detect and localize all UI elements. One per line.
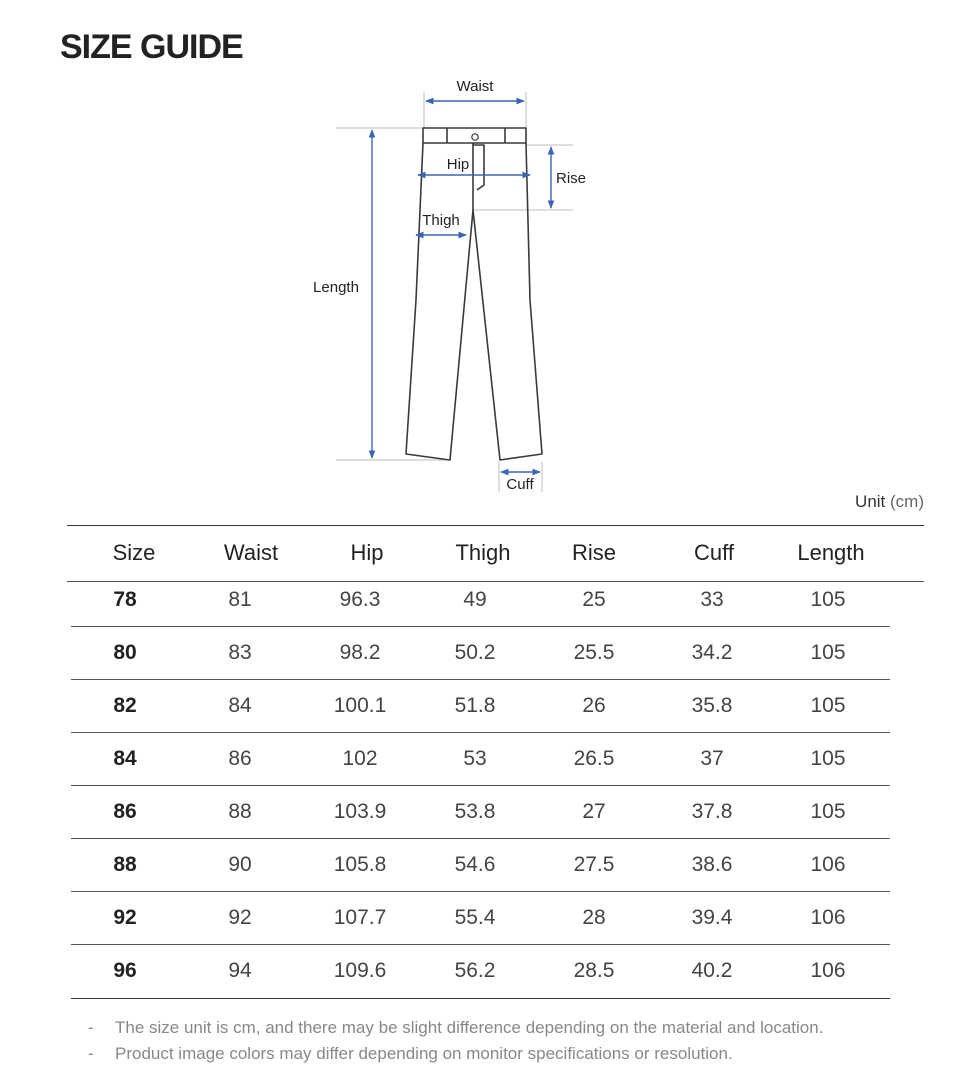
cell-size: 86 <box>113 800 137 823</box>
header-cuff: Cuff <box>694 540 734 565</box>
header-thigh: Thigh <box>455 540 511 565</box>
cell-waist: 81 <box>228 588 252 611</box>
note-item <box>88 1042 823 1068</box>
pants-outline <box>406 128 542 460</box>
cell-cuff: 37 <box>700 747 724 770</box>
hip-label: Hip <box>446 156 470 173</box>
cell-waist: 84 <box>228 694 252 717</box>
cell-thigh: 55.4 <box>454 906 496 929</box>
row-divider <box>71 785 890 786</box>
cell-thigh: 54.6 <box>454 853 496 876</box>
unit-note <box>855 492 924 512</box>
notes <box>88 1016 823 1068</box>
cell-rise: 27.5 <box>573 853 615 876</box>
cell-size: 92 <box>113 906 137 929</box>
cell-rise: 26.5 <box>573 747 615 770</box>
cell-cuff: 40.2 <box>691 959 733 982</box>
cell-size: 80 <box>113 641 137 664</box>
cell-hip: 107.7 <box>333 906 387 929</box>
cell-rise: 25.5 <box>573 641 615 664</box>
cell-hip: 109.6 <box>333 959 387 982</box>
cuff-label: Cuff <box>506 476 534 493</box>
waist-label: Waist <box>456 78 494 95</box>
length-label: Length <box>313 279 359 296</box>
cell-thigh: 49 <box>463 588 487 611</box>
cell-hip: 103.9 <box>333 800 387 823</box>
row-divider <box>71 679 890 680</box>
cell-rise: 28.5 <box>573 959 615 982</box>
unit-value: (cm) <box>890 492 924 511</box>
cell-length: 105 <box>810 800 846 823</box>
cell-thigh: 51.8 <box>454 694 496 717</box>
cell-hip: 105.8 <box>333 853 387 876</box>
thigh-label: Thigh <box>422 212 460 229</box>
cell-hip: 96.3 <box>339 588 381 611</box>
row-divider <box>71 838 890 839</box>
cell-waist: 83 <box>228 641 252 664</box>
cell-cuff: 39.4 <box>691 906 733 929</box>
note-text: The size unit is cm, and there may be slight difference depending on the material and location. <box>115 1018 824 1037</box>
header-length: Length <box>797 540 865 565</box>
cell-hip: 102 <box>342 747 378 770</box>
cell-waist: 94 <box>228 959 252 982</box>
cell-waist: 90 <box>228 853 252 876</box>
cell-cuff: 34.2 <box>691 641 733 664</box>
cell-size: 96 <box>113 959 137 982</box>
cell-thigh: 53.8 <box>454 800 496 823</box>
cell-cuff: 35.8 <box>691 694 733 717</box>
note-text: Product image colors may differ depending on monitor specifications or resolution. <box>115 1044 733 1063</box>
note-dash: - <box>88 1044 94 1063</box>
row-divider <box>71 944 890 945</box>
row-divider <box>71 891 890 892</box>
cell-cuff: 37.8 <box>691 800 733 823</box>
cell-length: 105 <box>810 747 846 770</box>
cell-size: 84 <box>113 747 137 770</box>
cell-length: 106 <box>810 906 846 929</box>
rise-label: Rise <box>556 170 587 187</box>
cell-cuff: 33 <box>700 588 724 611</box>
cell-rise: 25 <box>582 588 606 611</box>
header-rise: Rise <box>571 540 617 565</box>
pants-diagram <box>0 0 960 520</box>
note-item <box>88 1016 823 1042</box>
cell-length: 106 <box>810 853 846 876</box>
cell-size: 82 <box>113 694 137 717</box>
header-hip: Hip <box>350 540 384 565</box>
cell-waist: 92 <box>228 906 252 929</box>
cell-rise: 27 <box>582 800 606 823</box>
cell-length: 105 <box>810 641 846 664</box>
cell-cuff: 38.6 <box>691 853 733 876</box>
note-dash: - <box>88 1018 94 1037</box>
table-bottom-rule <box>71 998 890 999</box>
cell-size: 88 <box>113 853 137 876</box>
table-top-rule <box>67 525 924 526</box>
header-waist: Waist <box>223 540 279 565</box>
cell-size: 78 <box>113 588 137 611</box>
cell-thigh: 50.2 <box>454 641 496 664</box>
table-header-rule <box>67 581 924 582</box>
cell-waist: 88 <box>228 800 252 823</box>
row-divider <box>71 732 890 733</box>
cell-length: 106 <box>810 959 846 982</box>
cell-hip: 98.2 <box>339 641 381 664</box>
cell-thigh: 56.2 <box>454 959 496 982</box>
cell-rise: 28 <box>582 906 606 929</box>
cell-length: 105 <box>810 694 846 717</box>
unit-label: Unit <box>855 492 886 511</box>
page-title: SIZE GUIDE <box>60 28 243 66</box>
header-size: Size <box>112 540 156 565</box>
cell-length: 105 <box>810 588 846 611</box>
button-icon <box>472 134 478 140</box>
row-divider <box>71 626 890 627</box>
cell-waist: 86 <box>228 747 252 770</box>
cell-thigh: 53 <box>463 747 487 770</box>
cell-hip: 100.1 <box>333 694 387 717</box>
cell-rise: 26 <box>582 694 606 717</box>
